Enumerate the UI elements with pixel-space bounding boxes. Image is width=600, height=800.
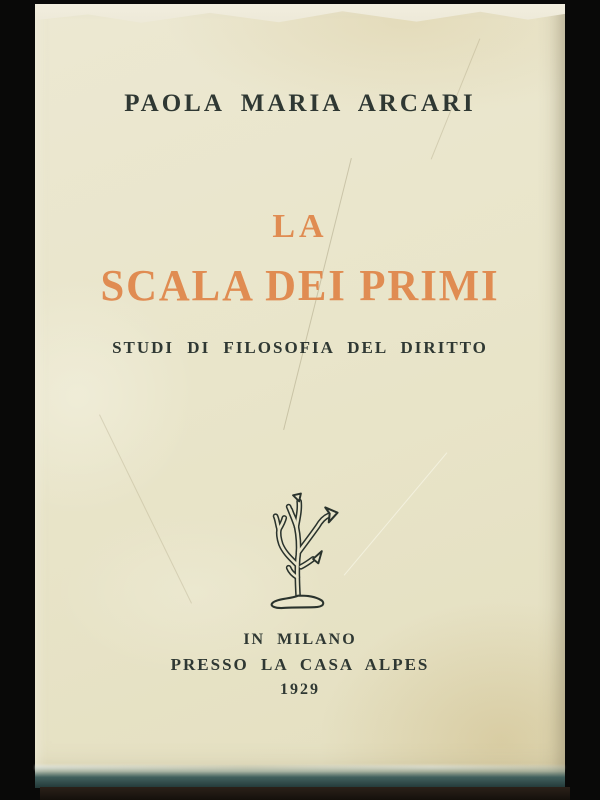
book-bottom-shadow (40, 787, 570, 800)
tree-emblem-icon (252, 472, 348, 618)
title-line-2: SCALA DEI PRIMI (100, 261, 500, 310)
crease-line (344, 452, 448, 575)
book-bottom-page-edge (35, 764, 565, 788)
imprint-publisher: PRESSO LA CASA ALPES (170, 655, 430, 674)
imprint-city: IN MILANO (243, 631, 357, 648)
imprint-year: 1929 (280, 681, 320, 698)
book-cover (35, 4, 565, 788)
title-line-1: LA (272, 208, 328, 245)
subtitle: STUDI DI FILOSOFIA DEL DIRITTO (112, 338, 488, 357)
cover-top-worn-edge (35, 4, 565, 30)
crease-line (99, 414, 192, 603)
author-name: PAOLA MARIA ARCARI (124, 90, 476, 117)
